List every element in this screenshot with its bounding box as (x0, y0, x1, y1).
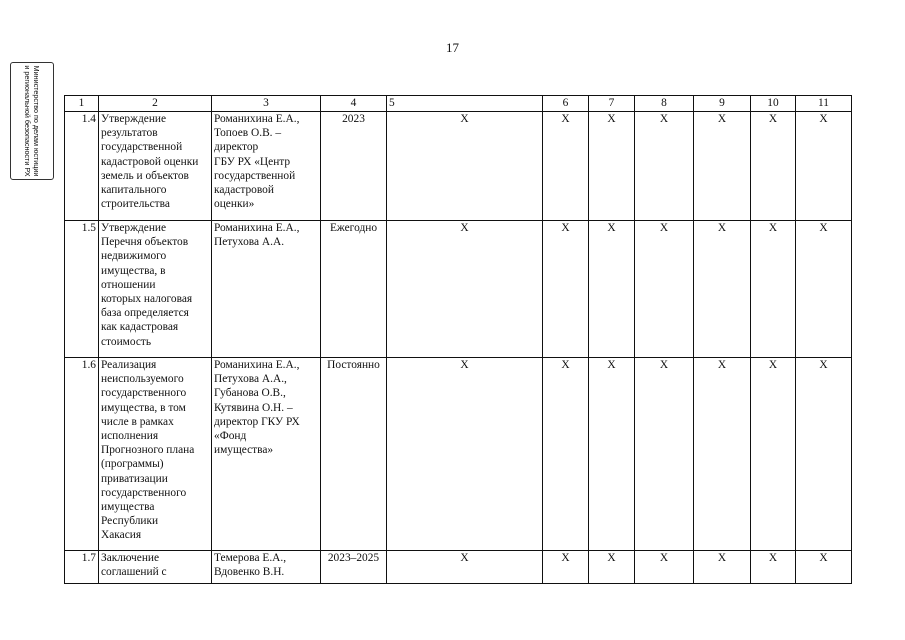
mark-cell: Х (589, 221, 635, 358)
text-line: Перечня объектов (101, 236, 189, 249)
mark-cell: Х (543, 221, 589, 358)
text-line: имущества, в (101, 264, 166, 277)
registration-stamp (10, 62, 54, 180)
table-row (65, 112, 852, 221)
row-number: 1.7 (65, 551, 99, 584)
text-line: строительства (101, 198, 170, 211)
table-header-row (65, 96, 852, 112)
text-line: Петухова А.А., (214, 373, 287, 386)
text-line: государственной (214, 169, 296, 182)
mark-cell: Х (589, 112, 635, 221)
header-cell: 6 (543, 96, 589, 112)
row-number: 1.5 (65, 221, 99, 358)
text-line: директор ГКУ РХ (214, 415, 300, 428)
page-number: 17 (446, 40, 459, 55)
activity-name (99, 221, 212, 358)
responsible-persons (212, 551, 321, 584)
text-line: числе в рамках (101, 415, 174, 428)
text-line: как кадастровая (101, 321, 179, 334)
header-cell: 8 (635, 96, 694, 112)
mark-cell: Х (543, 551, 589, 584)
mark-cell: Х (751, 551, 796, 584)
mark-cell: Х (635, 221, 694, 358)
execution-term: Постоянно (321, 358, 387, 551)
mark-cell: Х (694, 551, 751, 584)
text-line: Петухова А.А. (214, 236, 285, 249)
text-line: Заключение (101, 552, 160, 564)
text-line: имущества» (214, 444, 274, 457)
text-line: Романихина Е.А., (214, 222, 300, 234)
text-line: неиспользуемого (101, 373, 184, 386)
mark-cell: Х (543, 358, 589, 551)
mark-cell: Х (796, 358, 852, 551)
text-line: база определяется (101, 307, 189, 320)
plan-table (64, 95, 852, 584)
execution-term: 2023–2025 (321, 551, 387, 584)
responsible-persons (212, 358, 321, 551)
mark-cell: Х (387, 358, 543, 551)
mark-cell: Х (694, 221, 751, 358)
text-line: кадастровой (214, 184, 274, 197)
text-line: Республики (101, 515, 159, 528)
mark-cell: Х (387, 221, 543, 358)
mark-cell: Х (694, 112, 751, 221)
text-line: государственной (101, 141, 183, 154)
text-line: капитального (101, 184, 167, 197)
text-line: соглашений с (101, 566, 167, 579)
mark-cell: Х (635, 358, 694, 551)
text-line: (программы) (101, 458, 164, 471)
execution-term: 2023 (321, 112, 387, 221)
text-line: Губанова О.В., (214, 387, 286, 400)
text-line: Кутявина О.Н. – (214, 401, 293, 414)
header-cell: 3 (212, 96, 321, 112)
execution-term: Ежегодно (321, 221, 387, 358)
text-line: имущества (101, 501, 155, 514)
text-line: отношении (101, 278, 156, 291)
mark-cell: Х (387, 112, 543, 221)
mark-cell: Х (796, 221, 852, 358)
text-line: приватизации (101, 472, 168, 485)
text-line: стоимость (101, 335, 152, 348)
activity-name (99, 551, 212, 584)
text-line: имущества, в том (101, 401, 186, 414)
header-cell: 2 (99, 96, 212, 112)
mark-cell: Х (751, 221, 796, 358)
text-line: Прогнозного плана (101, 444, 195, 457)
mark-cell: Х (751, 112, 796, 221)
text-line: Вдовенко В.Н. (214, 566, 285, 579)
header-cell: 5 (387, 96, 543, 112)
text-line: которых налоговая (101, 293, 193, 306)
header-cell: 11 (796, 96, 852, 112)
activity-name (99, 358, 212, 551)
text-line: Топоев О.В. – (214, 127, 282, 140)
text-line: Утверждение (101, 113, 167, 125)
text-line: Реализация (101, 359, 157, 371)
stamp-text: Министерство по делам юстиции и региональной безопасности РХ (23, 65, 41, 177)
header-cell: 7 (589, 96, 635, 112)
text-line: земель и объектов (101, 169, 189, 182)
text-line: государственного (101, 486, 187, 499)
text-line: исполнения (101, 430, 159, 443)
mark-cell: Х (694, 358, 751, 551)
mark-cell: Х (543, 112, 589, 221)
header-cell: 4 (321, 96, 387, 112)
row-number: 1.4 (65, 112, 99, 221)
text-line: Хакасия (101, 529, 142, 542)
row-number: 1.6 (65, 358, 99, 551)
header-cell: 9 (694, 96, 751, 112)
text-line: ГБУ РХ «Центр (214, 155, 291, 168)
text-line: кадастровой оценки (101, 155, 199, 168)
text-line: «Фонд (214, 430, 247, 443)
text-line: Утверждение (101, 222, 167, 234)
mark-cell: Х (387, 551, 543, 584)
text-line: государственного (101, 387, 187, 400)
mark-cell: Х (796, 551, 852, 584)
header-cell: 1 (65, 96, 99, 112)
table-row (65, 551, 852, 584)
mark-cell: Х (635, 112, 694, 221)
text-line: Романихина Е.А., (214, 113, 300, 125)
table-row (65, 221, 852, 358)
mark-cell: Х (751, 358, 796, 551)
text-line: недвижимого (101, 250, 167, 263)
text-line: Романихина Е.А., (214, 359, 300, 371)
text-line: результатов (101, 127, 158, 140)
header-cell: 10 (751, 96, 796, 112)
text-line: Темерова Е.А., (214, 552, 287, 564)
responsible-persons (212, 112, 321, 221)
mark-cell: Х (796, 112, 852, 221)
mark-cell: Х (589, 551, 635, 584)
table-row (65, 358, 852, 551)
responsible-persons (212, 221, 321, 358)
mark-cell: Х (635, 551, 694, 584)
activity-name (99, 112, 212, 221)
text-line: директор (214, 141, 259, 154)
text-line: оценки» (214, 198, 255, 211)
mark-cell: Х (589, 358, 635, 551)
